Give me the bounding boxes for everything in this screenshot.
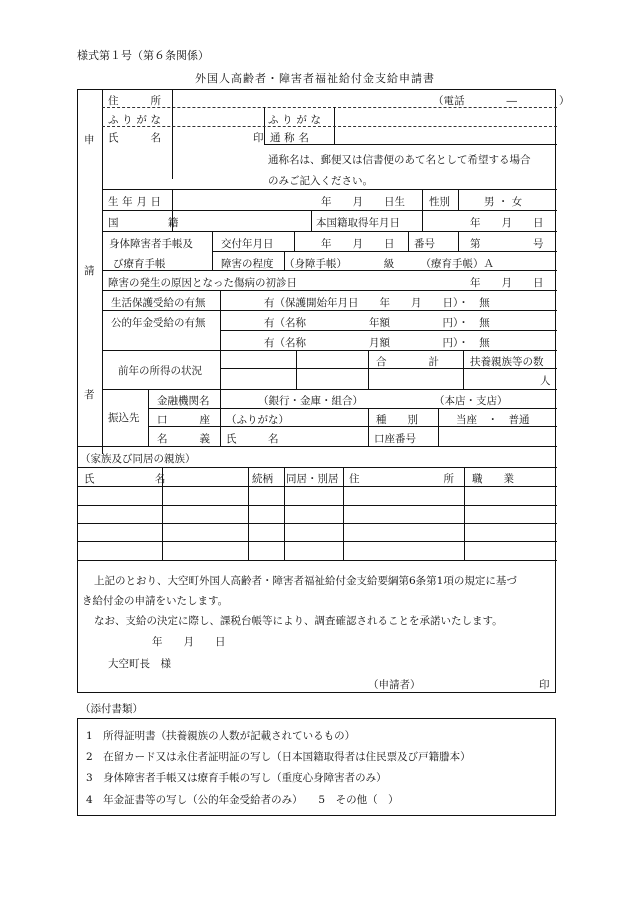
pension-annual: 有（名称 年額 円）・ 無 — [264, 317, 490, 329]
side-label-shin: 申 — [84, 134, 95, 146]
jp-nationality-date-label: 本国籍取得年月日 — [316, 217, 400, 229]
family-header-cohabit: 同居・別居 — [286, 473, 339, 485]
side-label-sei: 請 — [84, 265, 95, 277]
account-kind-label: 種 別 — [376, 414, 418, 426]
declaration-line1: 上記のとおり、大空町外国人高齢者・障害者福祉給付金支給要綱第6条第1項の規定に基づ — [94, 575, 517, 587]
handbook-label-1: 身体障害者手帳及 — [109, 238, 193, 250]
pension-monthly: 有（名称 月額 円）・ 無 — [264, 337, 490, 349]
account-number-label: 口座番号 — [374, 433, 416, 445]
sex-label: 性別 — [429, 196, 450, 208]
alias-note-line2: のみご記入ください。 — [268, 175, 373, 187]
cause-label: 障害の発生の原因となった傷病の初診日 — [108, 277, 297, 289]
alias-note-line1: 通称名は、郵便又は信書便のあて名として希望する場合 — [268, 154, 531, 166]
declaration-addressee: 大空町長 様 — [108, 658, 171, 670]
pension-label: 公的年金受給の有無 — [111, 317, 206, 329]
degree-label: 障害の程度 — [221, 258, 274, 270]
dependents-label: 扶養親族等の数 — [470, 356, 544, 368]
dependents-unit: 人 — [540, 375, 551, 387]
issue-date-format: 年 月 日 — [321, 238, 395, 250]
welfare-label: 生活保護受給の有無 — [111, 297, 206, 309]
account-furigana: （ふりがな） — [226, 414, 289, 426]
degree-body: （身障手帳） 級 （療育手帳）Ａ — [284, 258, 494, 270]
name-seal: 印 — [253, 132, 264, 144]
income-total-label: 合 計 — [376, 356, 439, 368]
form-number: 様式第１号（第６条関係） — [77, 49, 209, 62]
attachment-item-4: 4 年金証書等の写し（公的年金受給者のみ） 5 その他（ ） — [86, 794, 399, 806]
holder-label: 名 義 — [157, 433, 214, 445]
alias-furigana-label: ふりがな — [268, 114, 325, 126]
family-caption: （家族及び同居の親族） — [80, 453, 196, 465]
declaration-line2: き給付金の申請をいたします。 — [82, 595, 229, 607]
attachments-caption: （添付書類） — [80, 703, 143, 715]
attachment-item-1: 1 所得証明書（扶養親族の人数が記載されているもの） — [86, 730, 356, 742]
application-form-table — [77, 89, 570, 693]
birth-label: 生年月日 — [108, 196, 165, 208]
declaration-line3: なお、支給の決定に際し、課税台帳等により、調査確認されることを承諾いたします。 — [94, 615, 503, 627]
phone-field[interactable]: （電話 ― ） — [433, 95, 570, 107]
cause-date-format: 年 月 日 — [470, 277, 544, 289]
family-header-relation: 続柄 — [252, 473, 273, 485]
attachment-item-2: 2 在留カード又は永住者証明証の写し（日本国籍取得者は住民票及び戸籍謄本） — [86, 751, 471, 763]
birth-date-format: 年 月 日生 — [321, 196, 405, 208]
furigana-label: ふりがな — [108, 114, 165, 126]
number-format: 第 号 — [470, 238, 544, 250]
name-label: 氏 名 — [108, 132, 165, 144]
side-label-sha: 者 — [84, 389, 95, 401]
account-kind-options[interactable]: 当座 ・ 普通 — [456, 414, 530, 426]
bank-name-label: 金融機関名 — [157, 395, 210, 407]
holder-name-label: 氏 名 — [226, 433, 279, 445]
address-label: 住 所 — [108, 95, 165, 107]
applicant-label: （申請者） — [368, 679, 421, 691]
form-title: 外国人高齢者・障害者福祉給付金支給申請書 — [195, 72, 435, 85]
handbook-label-2: び療育手帳 — [113, 258, 166, 270]
address-field[interactable] — [178, 93, 448, 105]
welfare-body: 有（保護開始年月日 年 月 日）・ 無 — [264, 297, 490, 309]
bank-type: （銀行・金庫・組合） — [258, 395, 363, 407]
income-label: 前年の所得の状況 — [118, 365, 202, 377]
nationality-label: 国 籍 — [108, 217, 188, 229]
family-header-address: 住 所 — [349, 473, 454, 485]
family-header-name: 氏 名 — [84, 473, 170, 485]
branch-type: （本店・支店） — [434, 395, 508, 407]
issue-date-label: 交付年月日 — [221, 238, 274, 250]
transfer-label: 振込先 — [108, 412, 140, 424]
alias-label: 通称名 — [270, 132, 313, 144]
declaration-date[interactable]: 年 月 日 — [152, 636, 226, 648]
attachment-item-3: 3 身体障害者手帳又は療育手帳の写し（重度心身障害者のみ） — [86, 772, 387, 784]
attachments-box — [77, 718, 556, 816]
account-label: 口 座 — [157, 414, 214, 426]
family-header-job: 職 業 — [472, 473, 514, 485]
number-label: 番号 — [414, 238, 435, 250]
applicant-seal: 印 — [539, 679, 550, 691]
sex-options[interactable]: 男 ・ 女 — [484, 196, 523, 208]
jp-nationality-date-format: 年 月 日 — [470, 217, 544, 229]
